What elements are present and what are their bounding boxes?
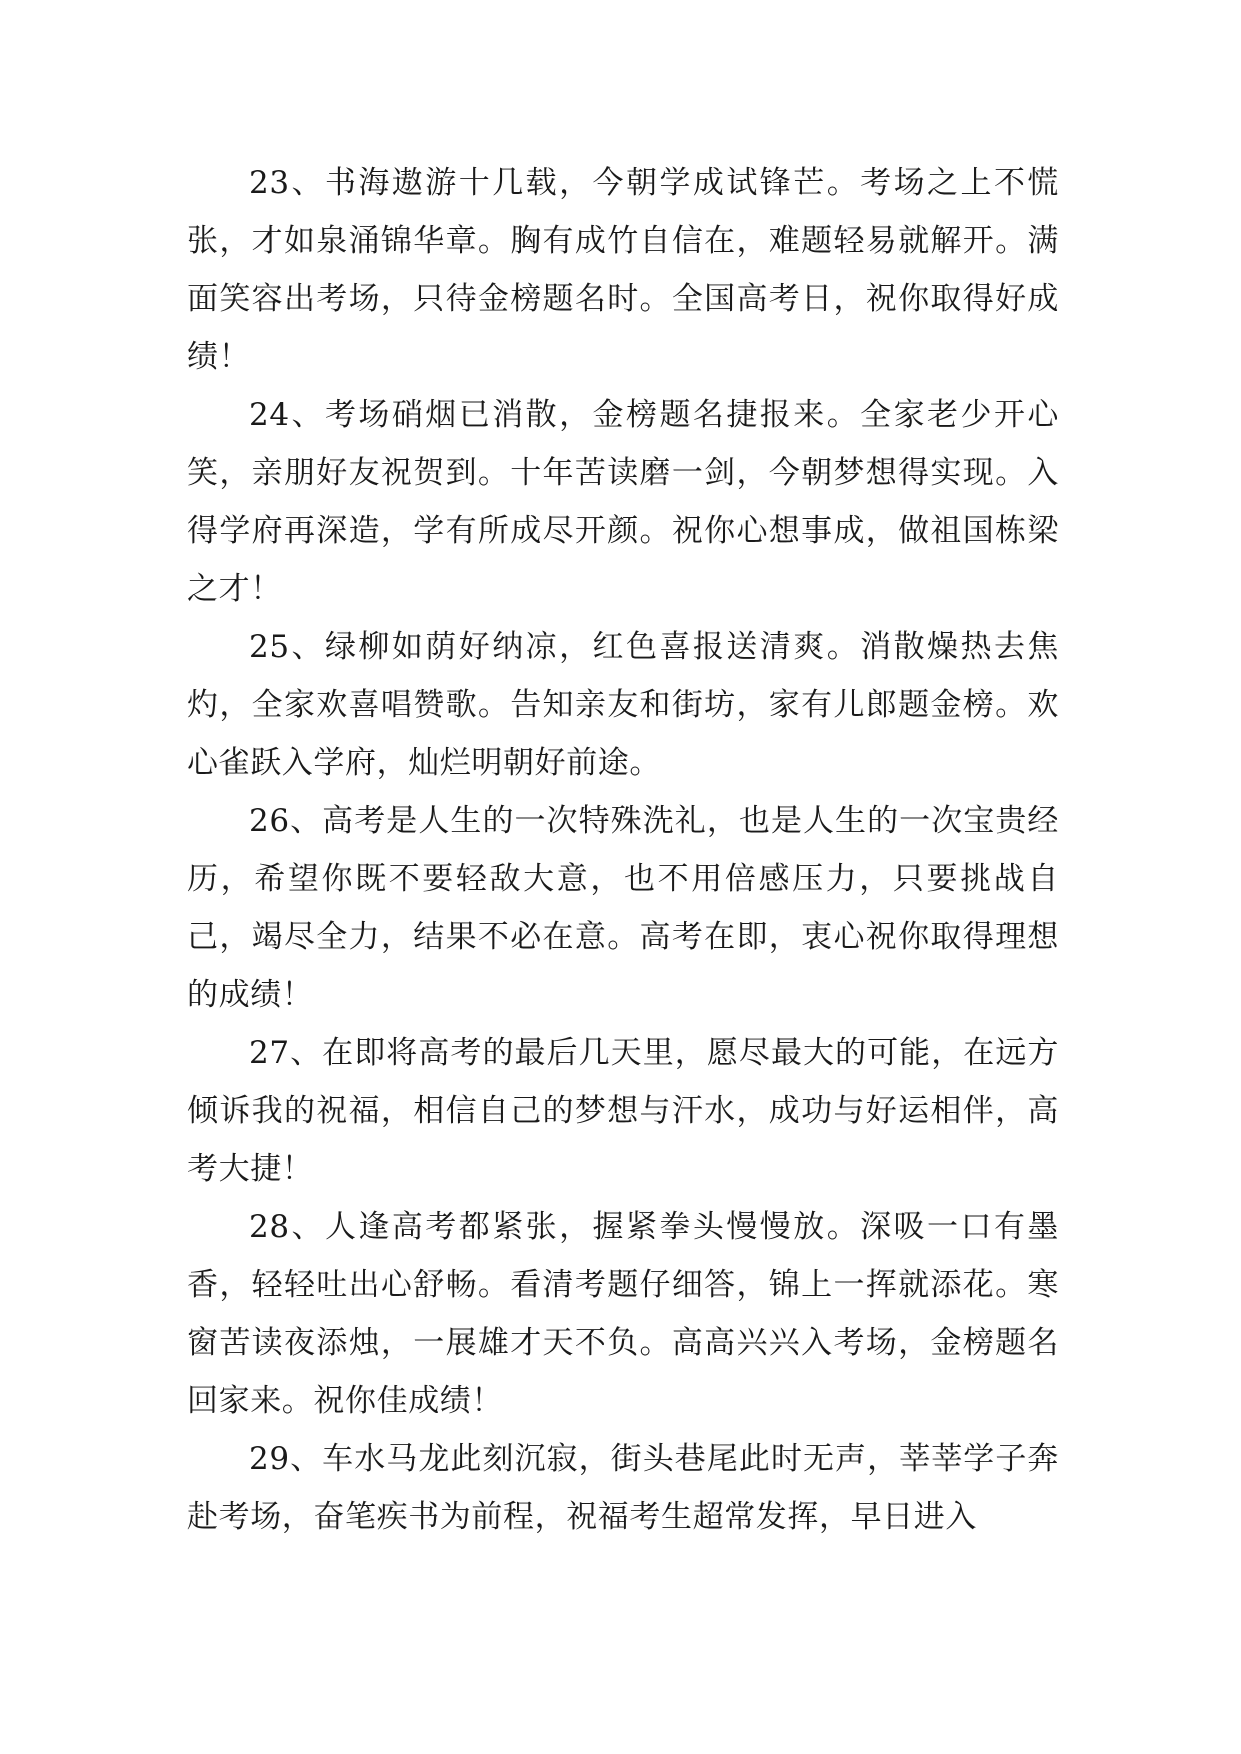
paragraph-26: 26、高考是人生的一次特殊洗礼，也是人生的一次宝贵经历，希望你既不要轻敌大意，也不用倍感压力，只要挑战自己，竭尽全力，结果不必在意。高考在即，衷心祝你取得理想的成绩！ <box>187 803 1059 1013</box>
paragraph-27: 27、在即将高考的最后几天里，愿尽最大的可能，在远方倾诉我的祝福，相信自己的梦想与汗水，成功与好运相伴，高考大捷！ <box>187 1035 1059 1187</box>
paragraph-28: 28、人逢高考都紧张，握紧拳头慢慢放。深吸一口有墨香，轻轻吐出心舒畅。看清考题仔细答，锦上一挥就添花。寒窗苦读夜添烛，一展雄才天不负。高高兴兴入考场，金榜题名回家来。祝你佳成绩！ <box>187 1209 1059 1419</box>
paragraph-23: 23、书海遨游十几载，今朝学成试锋芒。考场之上不慌张，才如泉涌锦华章。胸有成竹自信在，难题轻易就解开。满面笑容出考场，只待金榜题名时。全国高考日，祝你取得好成绩！ <box>187 165 1059 375</box>
paragraph-29: 29、车水马龙此刻沉寂，街头巷尾此时无声，莘莘学子奔赴考场，奋笔疾书为前程，祝福考生超常发挥，早日进入 <box>187 1441 1059 1535</box>
paragraph-24: 24、考场硝烟已消散，金榜题名捷报来。全家老少开心笑，亲朋好友祝贺到。十年苦读磨一剑，今朝梦想得实现。入得学府再深造，学有所成尽开颜。祝你心想事成，做祖国栋梁之才！ <box>187 397 1059 607</box>
paragraph-25: 25、绿柳如荫好纳凉，红色喜报送清爽。消散燥热去焦灼，全家欢喜唱赞歌。告知亲友和街坊，家有儿郎题金榜。欢心雀跃入学府，灿烂明朝好前途。 <box>187 629 1059 781</box>
document-body <box>187 154 1059 1546</box>
